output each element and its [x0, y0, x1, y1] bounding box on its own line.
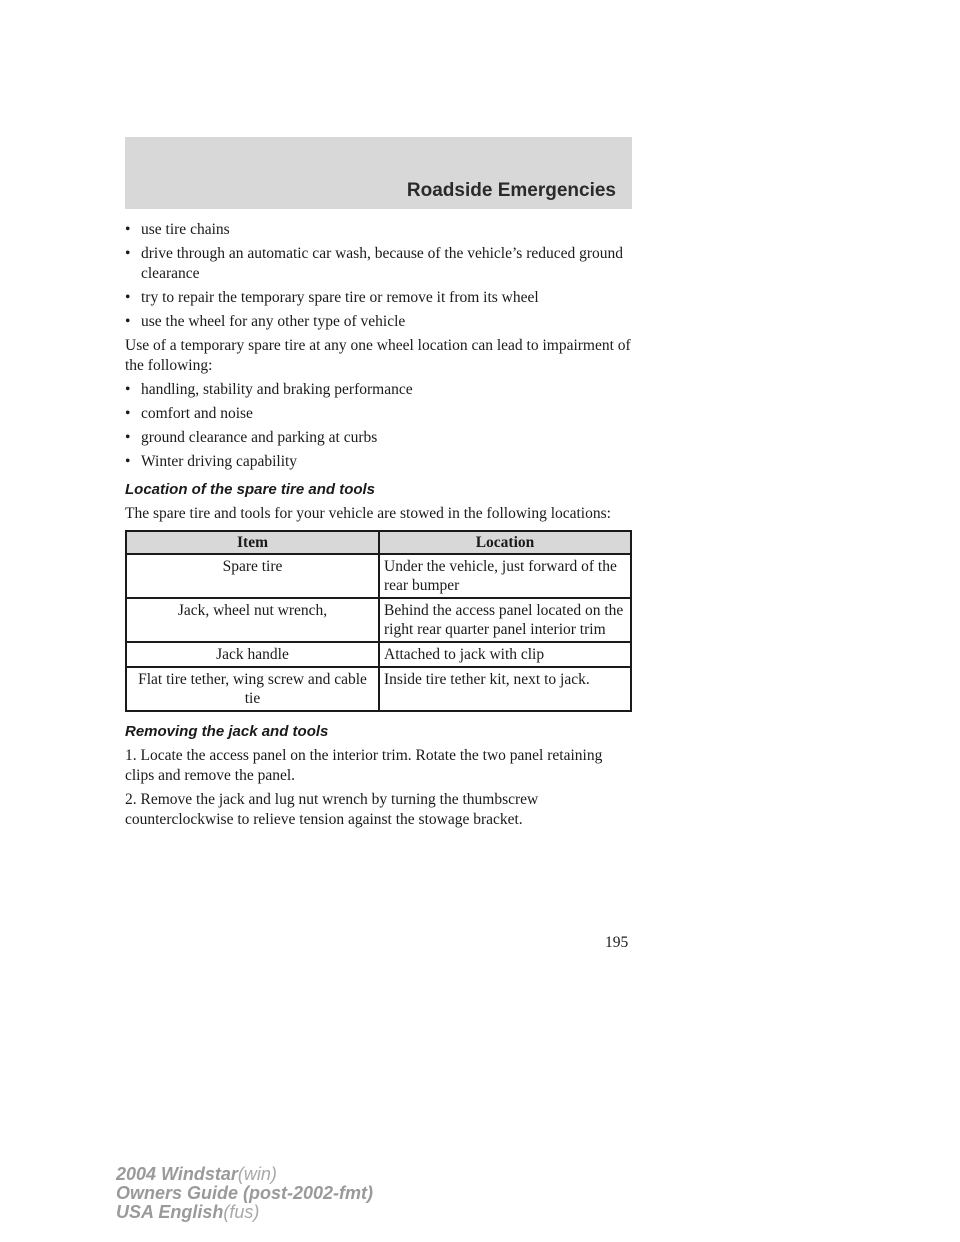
footer-line-2: Owners Guide (post-2002-fmt)	[116, 1183, 374, 1203]
bullet-icon: •	[125, 313, 131, 330]
table-cell-location: Behind the access panel located on the right rear quarter panel interior trim	[379, 598, 631, 642]
removing-heading: Removing the jack and tools	[125, 723, 329, 740]
impairment-paragraph: Use of a temporary spare tire at any one wheel location can lead to impairment of the following:	[125, 337, 631, 374]
table-row	[126, 667, 631, 711]
table-header-row	[126, 531, 631, 554]
bullet-icon: •	[125, 453, 131, 470]
column-header-location: Location	[379, 531, 631, 554]
bullet-item: • handling, stability and braking performance	[125, 381, 413, 398]
bullet-icon: •	[125, 289, 131, 306]
bullet-icon: •	[125, 245, 131, 262]
bullet-icon: •	[125, 429, 131, 446]
bullet-item: • use the wheel for any other type of vehicle	[125, 313, 406, 330]
table-cell-item: Flat tire tether, wing screw and cable tie	[126, 667, 379, 711]
footer-line-3: USA English(fus)	[116, 1202, 260, 1222]
table-row	[126, 642, 631, 667]
bullet-icon: •	[125, 405, 131, 422]
table-cell-location: Under the vehicle, just forward of the rear bumper	[379, 554, 631, 598]
table-row	[126, 598, 631, 642]
removing-step-2: 2. Remove the jack and lug nut wrench by turning the thumbscrew counterclockwise to relieve tension against the stowage bracket.	[125, 791, 539, 828]
bullet-item: • Winter driving capability	[125, 453, 298, 470]
table-cell-location: Attached to jack with clip	[379, 642, 631, 667]
spare-tire-tools-table	[125, 530, 632, 712]
bullet-item: • drive through an automatic car wash, because of the vehicle’s reduced ground clearance	[125, 245, 624, 282]
page-section-title: Roadside Emergencies	[406, 180, 616, 201]
table-cell-item: Spare tire	[126, 554, 379, 598]
removing-step-1: 1. Locate the access panel on the interior trim. Rotate the two panel retaining clips and remove the panel.	[125, 747, 603, 784]
location-intro: The spare tire and tools for your vehicle are stowed in the following locations:	[125, 505, 611, 522]
page-content	[125, 220, 632, 834]
location-heading: Location of the spare tire and tools	[125, 481, 376, 498]
table-row	[126, 554, 631, 598]
bullet-item: • try to repair the temporary spare tire or remove it from its wheel	[125, 289, 539, 306]
bullet-item: • use tire chains	[125, 221, 230, 238]
table-cell-item: Jack handle	[126, 642, 379, 667]
table-cell-location: Inside tire tether kit, next to jack.	[379, 667, 631, 711]
bullet-item: • comfort and noise	[125, 405, 253, 422]
bullet-icon: •	[125, 381, 131, 398]
header-band	[125, 137, 632, 209]
page-number: 195	[605, 934, 629, 951]
document-footer	[116, 1165, 373, 1222]
bullet-item: • ground clearance and parking at curbs	[125, 429, 378, 446]
column-header-item: Item	[126, 531, 379, 554]
bullet-icon: •	[125, 221, 131, 238]
table-cell-item: Jack, wheel nut wrench,	[126, 598, 379, 642]
footer-line-1: 2004 Windstar(win)	[116, 1164, 277, 1184]
